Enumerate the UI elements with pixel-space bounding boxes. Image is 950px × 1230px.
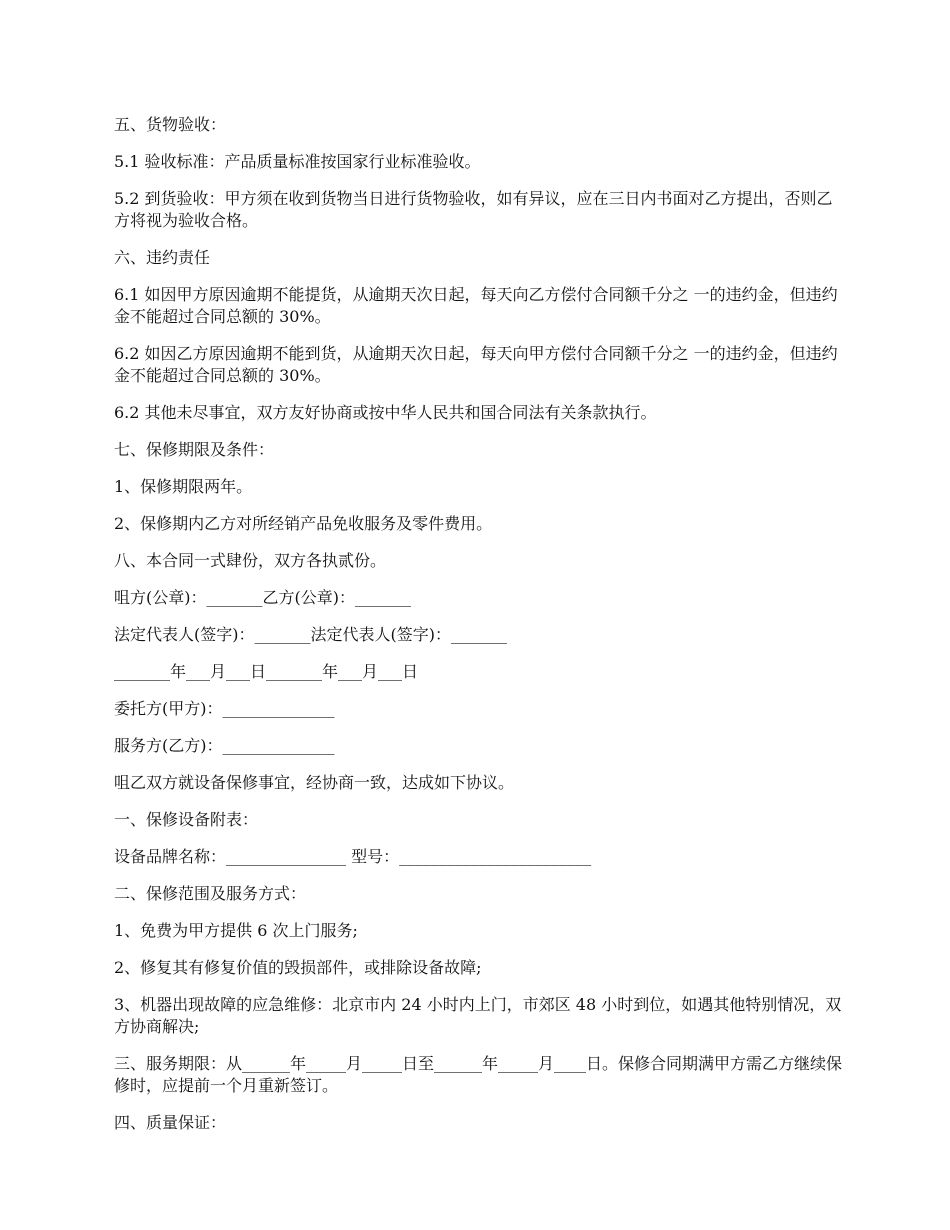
section-heading-copies: 八、本合同一式肆份，双方各执贰份。 bbox=[114, 551, 387, 570]
scope-item-3: 3、机器出现故障的应急维修：北京市内 24 小时内上门，市郊区 48 小时到位，如遇其他特别情况，双方协商解决; bbox=[114, 995, 842, 1036]
scope-item-1: 1、免费为甲方提供 6 次上门服务; bbox=[114, 921, 358, 940]
warranty-item-2: 2、保修期内乙方对所经销产品免收服务及零件费用。 bbox=[114, 514, 493, 533]
service-period: 三、服务期限：从______年_____月_____日至______年_____月____日。保修合同期满甲方需乙方继续保修时，应提前一个月重新签订。 bbox=[114, 1054, 843, 1095]
clause-5-1: 5.1 验收标准：产品质量标准按国家行业标准验收。 bbox=[114, 152, 481, 171]
signature-line: 法定代表人(签字)：_______法定代表人(签字)：_______ bbox=[114, 625, 507, 644]
document-body bbox=[114, 114, 844, 1149]
section-heading-equipment: 一、保修设备附表： bbox=[114, 810, 259, 829]
equipment-brand-model-line: 设备品牌名称：_______________ 型号：________________________ bbox=[114, 847, 592, 866]
clause-6-2: 6.2 如因乙方原因逾期不能到货，从逾期天次日起，每天向甲方偿付合同额千分之 一的违约金，但违约金不能超过合同总额的 30%。 bbox=[114, 344, 838, 385]
seal-line: 咀方(公章)：_______乙方(公章)：_______ bbox=[114, 588, 411, 607]
scope-item-2: 2、修复其有修复价值的毁损部件，或排除设备故障; bbox=[114, 958, 482, 977]
clause-5-2: 5.2 到货验收：甲方须在收到货物当日进行货物验收，如有异议，应在三日内书面对乙方提出，否则乙方将视为验收合格。 bbox=[114, 189, 833, 230]
client-party-line: 委托方(甲方)：______________ bbox=[114, 699, 335, 718]
clause-6-2-other: 6.2 其他未尽事宜，双方友好协商或按中华人民共和国合同法有关条款执行。 bbox=[114, 403, 657, 422]
section-heading-warranty-terms: 七、保修期限及条件： bbox=[114, 440, 275, 459]
section-heading-scope: 二、保修范围及服务方式： bbox=[114, 884, 307, 903]
date-line: _______年___月___日_______年___月___日 bbox=[114, 662, 419, 681]
section-heading-quality: 四、质量保证： bbox=[114, 1113, 227, 1132]
agreement-intro: 咀乙双方就设备保修事宜，经协商一致，达成如下协议。 bbox=[114, 773, 515, 792]
service-party-line: 服务方(乙方)：______________ bbox=[114, 736, 335, 755]
warranty-item-1: 1、保修期限两年。 bbox=[114, 477, 253, 496]
clause-6-1: 6.1 如因甲方原因逾期不能提货，从逾期天次日起，每天向乙方偿付合同额千分之 一的违约金，但违约金不能超过合同总额的 30%。 bbox=[114, 285, 838, 326]
section-heading-liability: 六、违约责任 bbox=[114, 248, 211, 267]
section-heading-inspection: 五、货物验收： bbox=[114, 115, 227, 134]
